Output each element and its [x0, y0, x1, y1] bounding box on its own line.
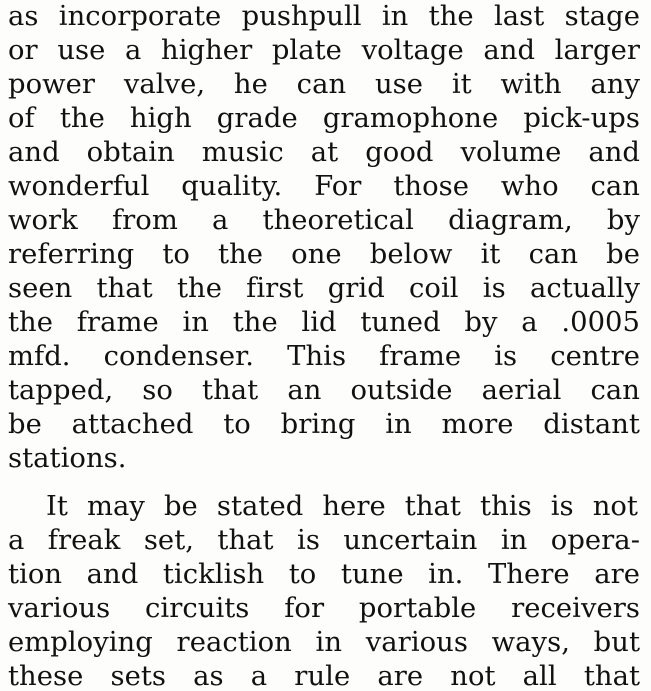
- text-line: referring to the one below it can be: [8, 239, 640, 270]
- text-line: It may be stated here that this is not: [46, 491, 638, 522]
- text-line: tion and ticklish to tune in. There are: [8, 559, 640, 590]
- text-line: a freak set, that is uncertain in opera-: [8, 525, 640, 556]
- text-line: power valve, he can use it with any: [8, 69, 640, 100]
- text-line: various circuits for portable receivers: [8, 593, 640, 624]
- text-line: stations.: [8, 443, 127, 474]
- text-line: mfd. condenser. This frame is centre: [8, 341, 640, 372]
- text-line: of the high grade gramophone pick-ups: [8, 103, 640, 134]
- text-line: and obtain music at good volume and: [8, 137, 640, 168]
- text-line: as incorporate pushpull in the last stage: [8, 1, 640, 32]
- text-line: work from a theoretical diagram, by: [8, 205, 640, 236]
- text-line: wonderful quality. For those who can: [8, 171, 640, 202]
- text-line: tapped, so that an outside aerial can: [8, 375, 640, 406]
- text-line: employing reaction in various ways, but: [8, 627, 640, 658]
- text-line: these sets as a rule are not all that: [8, 661, 640, 691]
- text-line: or use a higher plate voltage and larger: [8, 35, 640, 66]
- text-line: be attached to bring in more distant: [8, 409, 640, 440]
- text-line: the frame in the lid tuned by a .0005: [8, 307, 640, 338]
- text-line: seen that the first grid coil is actually: [8, 273, 640, 304]
